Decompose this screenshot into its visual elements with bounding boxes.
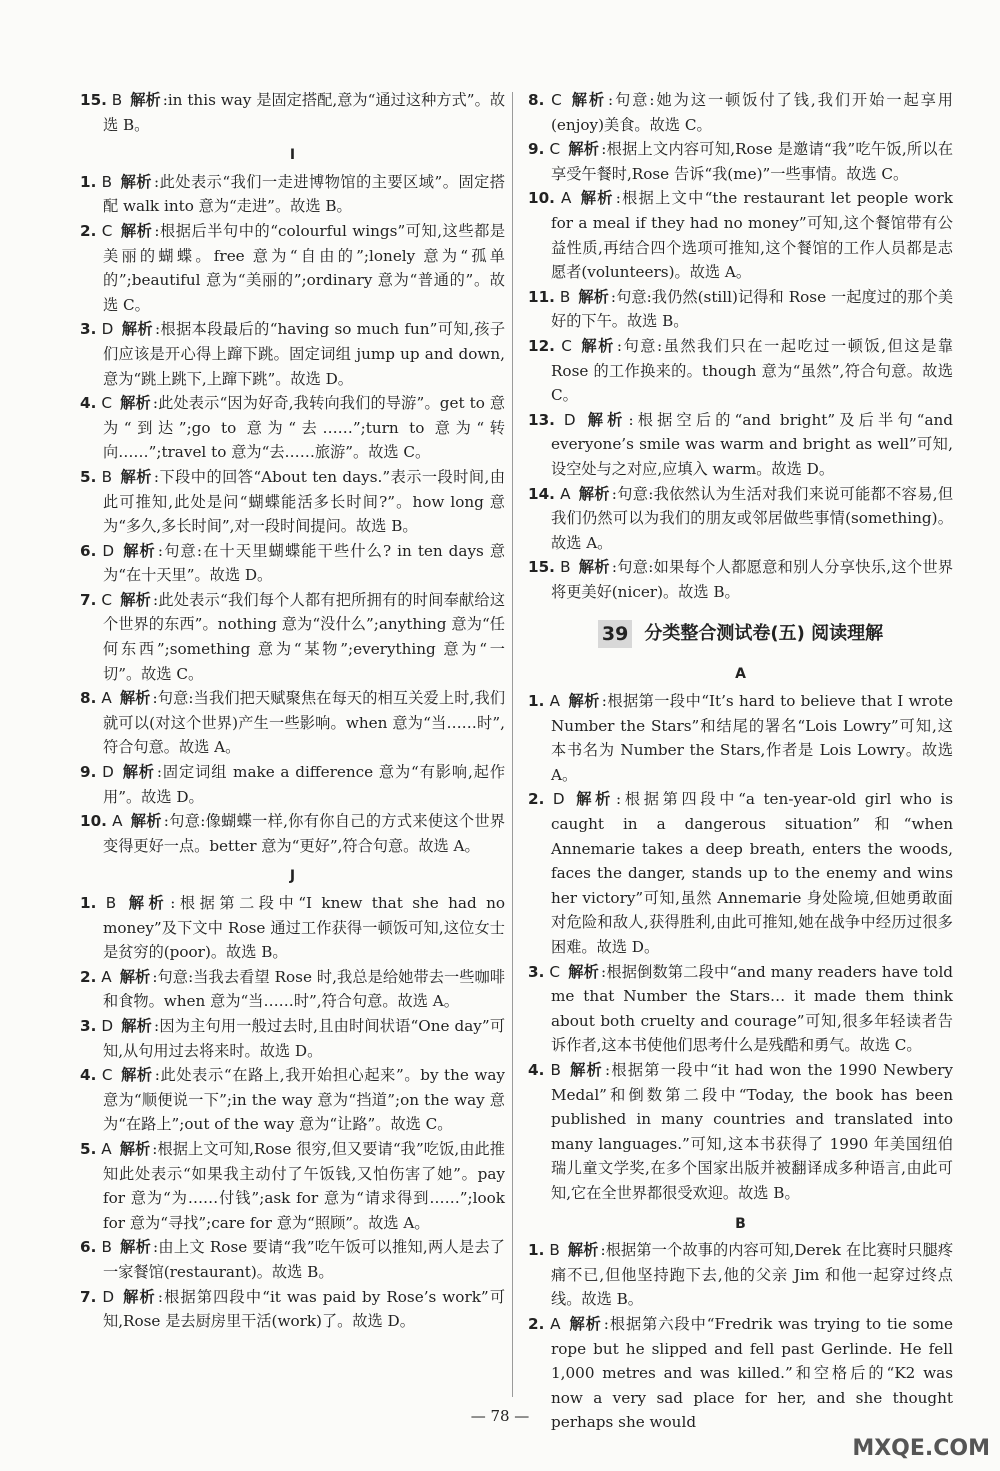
answer-item xyxy=(80,1285,505,1334)
answer-letter: B xyxy=(101,1238,112,1257)
analysis-text: :根据本段最后的“having so much fun”可知,孩子们应该是开心得上蹿下跳。固定词组 jump up and down,意为“跳上跳下,上蹿下跳”。故选 D。 xyxy=(103,320,506,388)
left-column xyxy=(80,88,505,1334)
answer-letter: C xyxy=(101,590,112,609)
answer-letter: A xyxy=(560,484,571,503)
right-column xyxy=(528,88,953,1435)
question-number: 8. xyxy=(528,91,545,109)
answer-letter: C xyxy=(551,91,562,109)
analysis-text: :根据第六段中“Fredrik was trying to tie some rope but he slipped and fell past Gerlinde. He fell 1,000 metres and was killed.”和空格后的“K2 was now a very sad place for her, and she thought perhaps she would xyxy=(551,1314,953,1432)
section-heading: I xyxy=(289,147,296,164)
answer-letter: A xyxy=(561,189,572,208)
analysis-label: 解析 xyxy=(579,336,615,355)
analysis-text: :根据第一个故事的内容可知,Derek 在比赛时只腿疼痛不已,但他坚持跑下去,他的父亲 Jim 和他一起穿过终点线。故选 B。 xyxy=(551,1241,954,1309)
section-heading: A xyxy=(735,666,746,683)
question-number: 7. xyxy=(80,1287,97,1306)
answer-item xyxy=(80,391,505,465)
answer-item xyxy=(80,891,505,965)
question-number: 4. xyxy=(528,1060,545,1079)
analysis-label: 解析 xyxy=(578,287,609,306)
analysis-label: 解析 xyxy=(121,763,155,782)
analysis-text: :根据第四段中“a ten-year-old girl who is caught in a dangerous situation”和“when Annemarie takes a deep breath, enters the woods, faces the danger, stands up to the enemy and wins her victory”可知,虽然 Annemarie 身处险境,但她勇敢面对危险和敌人,获得胜利,由此可推知,她在战争中经历过很多困难。故选 D。 xyxy=(551,790,954,956)
question-number: 10. xyxy=(80,812,107,831)
analysis-text: :句意:我依然认为生活对我们来说可能都不容易,但我们仍然可以为我们的朋友或邻居做些事情(something)。故选 A。 xyxy=(551,484,954,552)
answer-letter: C xyxy=(101,221,113,240)
analysis-label: 解析 xyxy=(568,140,600,159)
answer-letter: D xyxy=(552,790,565,809)
analysis-text: :in this way 是固定搭配,意为“通过这种方式”。故选 B。 xyxy=(103,91,506,134)
answer-item xyxy=(528,137,953,186)
answer-letter: A xyxy=(101,689,112,708)
question-number: 6. xyxy=(80,1238,97,1257)
analysis-label: 解析 xyxy=(579,189,614,208)
analysis-label: 解析 xyxy=(120,467,152,486)
analysis-text: :句意:当我去看望 Rose 时,我总是给她带去一些咖啡和食物。when 意为“当……时”,符合句意。故选 A。 xyxy=(103,967,506,1011)
analysis-text: :此处表示“我们每个人都有把所拥有的时间奉献给这个世界的东西”。nothing 意为“没什么”;anything 意为“任何东西”;something 意为“某物”;everything 意为“一切”。故选 C。 xyxy=(103,590,506,683)
question-number: 1. xyxy=(528,692,545,711)
analysis-text: :句意:我仍然(still)记得和 Rose 一起度过的那个美好的下午。故选 B。 xyxy=(551,287,954,331)
page-number: — 78 — xyxy=(470,1407,530,1425)
answer-letter: A xyxy=(550,1314,561,1333)
analysis-label: 解析 xyxy=(120,172,152,191)
analysis-text: :根据第一段中“It’s hard to believe that I wrote Number the Stars”和结尾的署名“Lois Lowry”可知,这本书名为 Number the Stars,作者是 Lois Lowry。故选 A。 xyxy=(551,692,954,784)
question-number: 9. xyxy=(80,763,97,782)
analysis-text: :句意:虽然我们只在一起吃过一顿饭,但这是靠 Rose 的工作换来的。though 意为“虽然”,符合句意。故选 C。 xyxy=(551,336,954,405)
question-number: 4. xyxy=(80,394,97,413)
chapter-number-badge: 39 xyxy=(598,620,632,648)
analysis-label: 解析 xyxy=(119,1139,151,1158)
chapter-title: 分类整合测试卷(五) 阅读理解 xyxy=(644,623,884,645)
analysis-text: :根据第四段中“it was paid by Rose’s work”可知,Rose 是去厨房里干活(work)了。故选 D。 xyxy=(103,1287,506,1331)
analysis-label: 解析 xyxy=(568,1314,602,1333)
answer-letter: C xyxy=(549,962,560,981)
question-number: 1. xyxy=(80,172,97,191)
analysis-text: :根据空后的“and bright”及后半句“and everyone’s smile was warm and bright as well”可知,设空处与之对应,应填入 warm。故选 D。 xyxy=(551,410,954,478)
analysis-text: :此处表示“在路上,我开始担心起来”。by the way 意为“顺便说一下”;in the way 意为“挡道”;on the way 意为“在路上”;out of the way 意为“让路”。故选 C。 xyxy=(103,1066,506,1134)
analysis-text: :根据上文内容可知,Rose 是邀请“我”吃午饭,所以在享受午餐时,Rose 告诉“我(me)”一些事情。故选 C。 xyxy=(551,140,954,183)
answer-letter: D xyxy=(102,541,115,560)
analysis-label: 解析 xyxy=(121,1016,153,1035)
answer-item xyxy=(528,555,953,604)
analysis-text: :句意:当我们把天赋聚焦在每天的相互关爱上时,我们就可以(对这个世界)产生一些影响。when 意为“当……时”,符合句意。故选 A。 xyxy=(103,689,506,757)
analysis-text: :由上文 Rose 要请“我”吃午饭可以推知,两人是去了一家餐馆(restaurant)。故选 B。 xyxy=(103,1238,505,1281)
question-number: 9. xyxy=(528,140,545,159)
answer-item xyxy=(80,317,505,391)
analysis-label: 解析 xyxy=(121,320,153,339)
answer-item xyxy=(80,1014,505,1063)
corner-watermark: MXQE.COM xyxy=(852,1436,990,1461)
answer-item xyxy=(528,285,953,334)
analysis-text: :根据上文中“the restaurant let people work for a meal if they had no money”可知,这个餐馆带有公益性质,再结合四个选项可推知,这个餐馆的工作人员都是志愿者(volunteers)。故选 A。 xyxy=(551,189,953,282)
answer-item xyxy=(80,760,505,809)
analysis-text: :因为主句用一般过去时,且由时间状语“One day”可知,从句用过去将来时。故选 D。 xyxy=(103,1016,506,1060)
answer-item xyxy=(80,539,505,588)
answer-item xyxy=(528,88,953,137)
answer-letter: C xyxy=(101,394,112,413)
answer-item xyxy=(80,809,505,858)
answer-item xyxy=(80,465,505,539)
answer-letter: D xyxy=(101,1016,114,1035)
analysis-label: 解析 xyxy=(572,790,615,809)
answer-letter: A xyxy=(112,812,123,831)
answer-letter: D xyxy=(563,410,576,429)
question-number: 6. xyxy=(80,541,97,560)
question-number: 15. xyxy=(528,558,555,577)
analysis-text: :下段中的回答“About ten days.”表示一段时间,由此可推知,此处是问“蝴蝶能活多长时间?”。how long 意为“多久,多长时间”,对一段时间提问。故选 B。 xyxy=(103,467,506,536)
analysis-label: 解析 xyxy=(578,484,610,503)
question-number: 7. xyxy=(80,590,97,609)
question-number: 8. xyxy=(80,689,97,708)
answer-item xyxy=(80,219,505,317)
analysis-label: 解析 xyxy=(119,1238,152,1257)
analysis-label: 解析 xyxy=(120,590,152,609)
question-number: 1. xyxy=(80,894,97,912)
answer-item xyxy=(80,588,505,686)
question-number: 12. xyxy=(528,336,555,355)
answer-item xyxy=(528,960,953,1058)
analysis-text: :此处表示“我们一走进博物馆的主要区域”。固定搭配 walk into 意为“走进”。故选 B。 xyxy=(103,172,505,216)
chapter-heading xyxy=(528,620,953,648)
analysis-text: :根据倒数第二段中“and many readers have told me that Number the Stars… it made them think about both cruelty and courage”可知,很多年轻读者告诉作者,这本书使他们思考什么是残酷和勇气。故选 C。 xyxy=(551,962,954,1055)
answer-letter: B xyxy=(101,172,113,191)
answer-item xyxy=(528,787,953,959)
question-number: 10. xyxy=(528,189,555,208)
analysis-label: 解析 xyxy=(119,394,151,413)
section-heading: J xyxy=(289,868,296,885)
answer-letter: D xyxy=(101,320,114,339)
question-number: 3. xyxy=(80,320,97,339)
question-number: 3. xyxy=(80,1016,97,1035)
question-number: 2. xyxy=(80,967,97,986)
answer-item xyxy=(80,1137,505,1235)
answer-item xyxy=(528,408,953,482)
question-number: 11. xyxy=(528,287,555,306)
question-number: 3. xyxy=(528,962,545,981)
analysis-text: :句意:她为这一顿饭付了钱,我们开始一起享用(enjoy)美食。故选 C。 xyxy=(551,91,953,134)
section-heading: B xyxy=(735,1215,746,1232)
answer-letter: C xyxy=(549,140,561,159)
answer-item xyxy=(528,689,953,787)
answer-letter: A xyxy=(549,692,561,711)
question-number: 5. xyxy=(80,467,97,486)
answer-item xyxy=(80,686,505,760)
analysis-label: 解析 xyxy=(583,410,627,429)
answer-letter: B xyxy=(111,91,123,109)
analysis-label: 解析 xyxy=(130,91,161,109)
analysis-label: 解析 xyxy=(567,1241,599,1260)
question-number: 2. xyxy=(80,221,97,240)
analysis-text: :句意:在十天里蝴蝶能干些什么? in ten days 意为“在十天里”。故选 D。 xyxy=(103,541,506,585)
question-number: 1. xyxy=(528,1241,545,1260)
analysis-label: 解析 xyxy=(124,894,169,912)
answer-letter: B xyxy=(549,1241,560,1260)
question-number: 2. xyxy=(528,1314,545,1333)
answer-item xyxy=(80,1063,505,1137)
analysis-label: 解析 xyxy=(119,689,151,708)
question-number: 5. xyxy=(80,1139,97,1158)
answer-letter: A xyxy=(101,967,112,986)
question-number: 13. xyxy=(528,410,555,429)
analysis-label: 解析 xyxy=(119,967,151,986)
analysis-label: 解析 xyxy=(120,1066,153,1085)
analysis-label: 解析 xyxy=(120,221,153,240)
answer-letter: D xyxy=(102,763,114,782)
question-number: 15. xyxy=(80,91,107,109)
answer-item xyxy=(80,1235,505,1284)
question-number: 4. xyxy=(80,1066,97,1085)
answer-letter: C xyxy=(561,336,572,355)
analysis-text: :固定词组 make a difference 意为“有影响,起作用”。故选 D。 xyxy=(103,763,506,806)
answer-item xyxy=(528,1058,953,1206)
analysis-text: :根据第二段中“I knew that she had no money”及下文中 Rose 通过工作获得一顿饭可知,这位女士是贫穷的(poor)。故选 B。 xyxy=(103,894,506,962)
answer-letter: B xyxy=(105,894,117,912)
answer-letter: A xyxy=(101,1139,112,1158)
answer-item xyxy=(528,482,953,556)
analysis-text: :此处表示“因为好奇,我转向我们的导游”。get to 意为“到达”;go to 意为“去……”;turn to 意为“转向……”;travel to 意为“去……旅游”。故选 C。 xyxy=(103,394,506,462)
analysis-label: 解析 xyxy=(568,692,600,711)
answer-letter: D xyxy=(102,1287,115,1306)
answer-item xyxy=(528,1238,953,1312)
question-number: 14. xyxy=(528,484,555,503)
answer-item xyxy=(80,965,505,1014)
question-number: 2. xyxy=(528,790,545,809)
answer-letter: C xyxy=(101,1066,113,1085)
analysis-text: :句意:如果每个人都愿意和别人分享快乐,这个世界将更美好(nicer)。故选 B。 xyxy=(551,558,954,601)
analysis-label: 解析 xyxy=(569,91,607,109)
analysis-label: 解析 xyxy=(122,541,156,560)
analysis-text: :根据后半句中的“colourful wings”可知,这些都是美丽的蝴蝶。free 意为“自由的”;lonely 意为“孤单的”;beautiful 意为“美丽的”;ordinary 意为“普通的”。故选 C。 xyxy=(103,221,506,314)
answer-item xyxy=(528,334,953,408)
answer-letter: B xyxy=(101,467,113,486)
analysis-text: :根据上文可知,Rose 很穷,但又要请“我”吃饭,由此推知此处表示“如果我主动付了午饭钱,又怕伤害了她”。pay for 意为“为……付钱”;ask for 意为“请求得到……”;look for 意为“寻找”;care for 意为“照顾”。故选 A。 xyxy=(103,1139,505,1232)
analysis-text: :句意:像蝴蝶一样,你有你自己的方式来使这个世界变得更好一点。better 意为“更好”,符合句意。故选 A。 xyxy=(103,812,506,855)
analysis-label: 解析 xyxy=(568,1060,603,1079)
analysis-text: :根据第一段中“it had won the 1990 Newbery Medal”和倒数第二段中“Today, the book has been published in many countries and translated into many languages.”可知,这本书获得了 1990 年美国纽伯瑞儿童文学奖,在多个国家出版并被翻译成多种语言,由此可知,它在全世界都很受欢迎。故选 B。 xyxy=(551,1060,953,1202)
answer-item xyxy=(528,186,953,284)
column-divider xyxy=(512,92,513,1397)
analysis-label: 解析 xyxy=(568,962,599,981)
analysis-label: 解析 xyxy=(122,1287,156,1306)
answer-letter: B xyxy=(560,558,571,577)
answer-letter: B xyxy=(550,1060,561,1079)
answer-item xyxy=(80,170,505,219)
answer-item xyxy=(80,88,505,137)
analysis-label: 解析 xyxy=(578,558,610,577)
answer-letter: B xyxy=(559,287,571,306)
analysis-label: 解析 xyxy=(130,812,162,831)
